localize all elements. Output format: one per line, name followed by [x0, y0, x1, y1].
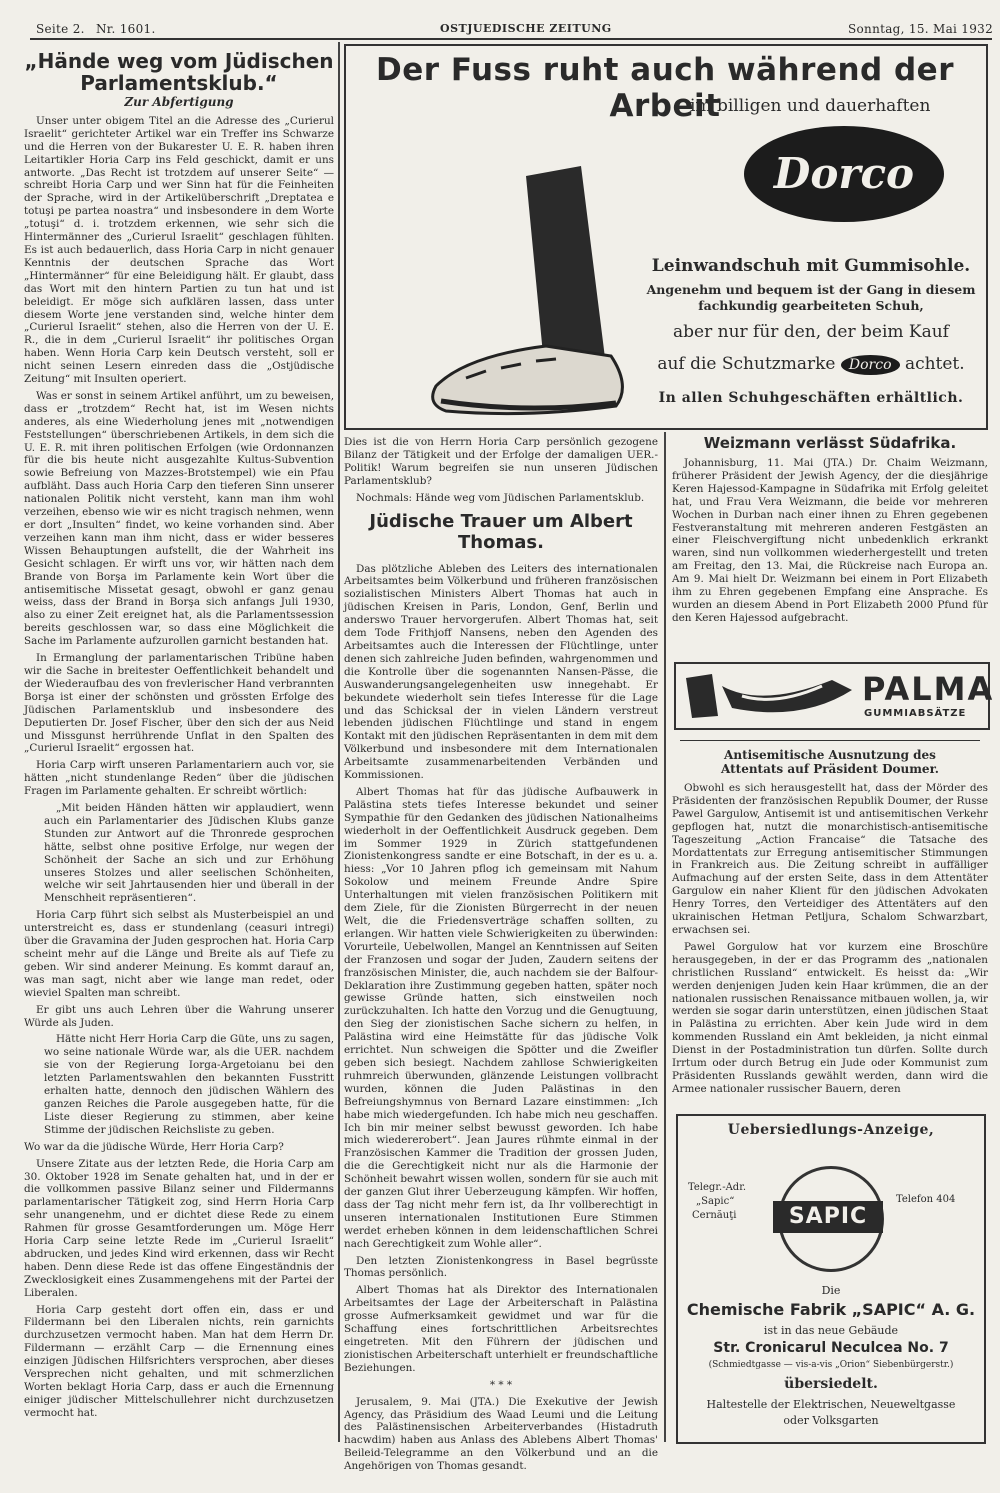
dorco-trademark-line — [646, 354, 976, 375]
palma-brand: PALMA — [862, 670, 995, 708]
article-paragraph: Er gibt uns auch Lehren über die Wahrung unserer Würde als Juden. — [24, 1003, 334, 1029]
dorco-footer: In allen Schuhgeschäften erhältlich. — [658, 390, 964, 406]
article-paragraph: Albert Thomas hat als Direktor des Internationalen Arbeitsamtes der Lage der Arbeiterschaft in Palästina grosse Aufmerksamkeit gewidmet und war für die Schaffung eines fortschrittlichen Arbeitsrechtes eingetreten. Mit den Führern der jüdischen und zionistischen Arbeiterschaft unterhielt er freundschaftliche Beziehungen. — [344, 1284, 658, 1374]
section-separator: * * * — [489, 1378, 513, 1391]
page-number: Seite 2. — [36, 22, 85, 36]
article-paragraph: Das plötzliche Ableben des Leiters des internationalen Arbeitsamtes beim Völkerbund und früheren französischen sozialistischen Ministers Albert Thomas hat auch in jüdischen Kreisen in Paris, London, Genf, Berlin und anderswo Trauer hervorgerufen. Albert Thomas hat, seit dem Tode Frithjoff Nansens, neben den Agenden des Arbeitsamtes auch die Interessen der Flüchtlinge, unter denen sich zahlreiche Juden befinden, wahrgenommen und die Kontrolle über die sogenannten Nansen-Pässe, die Auswanderungsangelegenheiten usw innegehabt. Er bekundete wiederholt sein tiefes Interesse für die Lage und das Schicksal der in vielen Ländern verstreut lebenden jüdischen Flüchtlinge und stand in engem Kontakt mit den jüdischen Repräsentanten in dem mit dem Völkerbund und insbesondere mit dem Internationalen Arbeitsamte zusammenarbeitenden Verbänden und Kommissionen. — [344, 562, 658, 782]
thomas-article-title: Jüdische Trauer um Albert Thomas. — [369, 510, 633, 553]
section-rule — [680, 740, 980, 741]
dorco-small-logo-text: Dorco — [848, 357, 892, 373]
issue-number: Nr. 1601. — [96, 22, 156, 36]
sapic-telegr-line2: „Sapic“ — [696, 1196, 735, 1207]
attentat-title-line2: Attentats auf Präsident Doumer. — [721, 762, 939, 776]
continuation-paragraph: Dies ist die von Herrn Horia Carp persönlich gezogene Bilanz der Tätigkeit und der Erfolge der damaligen UER.-Politik! Warum begreifen sie nun unseren Jüdischen Parlamentsklub? — [344, 436, 658, 487]
sapic-die: Die — [821, 1284, 841, 1297]
column-divider-right — [664, 432, 666, 1442]
article-paragraph: Albert Thomas hat für das jüdische Aufbauwerk in Palästina stets tiefes Interesse bekundet und seiner Sympathie für den Gedanken des jüdischen Nationalheims wiederholt in der Oeffentlichkeit Ausdruck gegeben. Dem im Sommer 1929 in Zürich stattgefundenen Zionistenkongress sandte er eine Botschaft, in der es u. a. hiess: „Vor 10 Jahren pflog ich gemeinsam mit Nahum Sokolow und meinem Freunde Andre Spire Unterhaltungen mit vielen französischen Politikern mit dem Ziele, für die Zionisten Bürgerrecht in der neuen Welt, die die Friedensverträge schaffen sollten, zu erlangen. Wir hatten viele Schwierigkeiten zu überwinden: Vorurteile, Uebelwollen, Mangel an Kenntnissen auf Seiten der Franzosen und sogar der Juden, Zaudern seitens der französischen Minister, die, auch nachdem sie der Balfour-Deklaration ihre Zustimmung gegeben hatten, später noch gewisse Gründe hatten, sich einstweilen noch zurückzuhalten. Ich hatte den Vorzug und die Genugtuung, den Sieg der zionistischen Sache sichern zu helfen, in Palästina wird eine Heimstätte für das jüdische Volk errichtet. Nun schweigen die Spötter und die Zweifler geben sich besiegt. Nachdem zahllose Schwierigkeiten ruhmreich überwunden, glänzende Leistungen vollbracht wurden, können die Juden Palästinas in den Befreiungshymnus von Bernard Lazare einstimmen: „Ich habe mich wiedergefunden. Ich habe mich neu geschaffen. Ich bin mir meiner selbst bewusst geworden. Ich habe mich wiedererobert“. Jean Jaures rühmte einmal in der Französischen Kammer die Tradition der grossen Juden, die die Gerechtigkeit nicht nur als die Harmonie der Schönheit bewahrt wissen wollen, sondern für sie auch mit der ganzen Glut ihrer Ueberzeugung kämpfen. Wir hoffen, dass der Tag nicht mehr fern ist, da Ihr vollberechtigt in unseren internationalen Institutionen Eure Stimmen werdet erheben können in dem leidenschaftlichen Schrei nach Gerechtigkeit zum Wohle aller“. — [344, 785, 658, 1250]
article-paragraph: Horia Carp gesteht dort offen ein, dass er und Fildermann bei den Liberalen nichts, rein garnichts durchzusetzen vermocht haben. Man hat dem Herrn Dr. Fildermann — erzählt Carp — die Ernennung eines einzigen Jüdischen Hilfsrichters versprochen, aber dieses Versprechen nicht gehalten, und mit schmerzlichen Worten beklagt Horia Carp, dass er auch die Ernennung einiger jüdischer Mittelschullehrer nicht durchzusetzen vermocht hat. — [24, 1303, 334, 1419]
article-paragraph: Unser unter obigem Titel an die Adresse des „Curierul Israelit“ gerichteter Artikel war ein Treffer ins Schwarze und die Herren von der Bukarester U. E. R. haben ihren Leitartikler Horia Carp ins Feld geschickt, damit er uns antworte. „Das Recht ist trotzdem auf unserer Seite“ — schreibt Horia Carp und wer Sinn hat für die Feinheiten der Sprache, wird in der Artikelüberschrift „Dreptatea e totuşi pe partea noastra“ und insbesondere in dem Worte „totuşi“ d. i. trotzdem erkennen, wie sehr sich die Hintermänner des „Curierul Israelit“ geschlagen fühlten. Es ist auch bedauerlich, dass Horia Carp in nicht genauer Kenntnis der deutschen Sprache das Wort „Hintermänner“ für eine Beleidigung hält. Er glaubt, dass das Wort mit den hintern Partien zu tun hat und ist beleidigt. Er möge sich aufklären lassen, dass unter diesem Worte jene verstanden sind, welche hinter dem „Curierul Israelit“ stehen, also die Herren von der U. E. R., die in dem „Curierul Israelit“ ihr politisches Organ haben. Wenn Horia Carp kein Deutsch versteht, soll er nicht seinen Lesern einreden dass die „Ostjüdische Zeitung“ mit Insulten operiert. — [24, 114, 334, 386]
sapic-logo — [778, 1166, 884, 1272]
sapic-telefon: Telefon 404 — [896, 1194, 956, 1205]
left-article — [24, 50, 334, 1450]
article-paragraph: Obwohl es sich herausgestellt hat, dass der Mörder des Präsidenten der französischen Republik Doumer, der Russe Pawel Gargulow, Antisemit ist und antisemitischen Verkehr gepflogen hat, nutzt die monarchistisch-antisemitische Tageszeitung „Action Francaise“ die Tatsache des Mordattentats zur Erregung antisemitischer Stimmungen in Frankreich aus. Die Zeitung schreibt in auffälliger Aufmachung auf der ersten Seite, dass in dem Attentäter Gargulow ein naher Klient für den jüdischen Advokaten Henry Torres, den Verteidiger des Attentäters auf den ukrainischen Hetman Petljura, Schalom Schwarzbart, erwachsen sei. — [672, 782, 988, 936]
middle-column — [344, 436, 658, 1473]
article-paragraph: Hätte nicht Herr Horia Carp die Güte, uns zu sagen, wo seine nationale Würde war, als die UER. nachdem sie von der Regierung Iorga-Argetoianu bei den letzten Parlamentswahlen den bekannten Fusstritt erhalten hatte, dennoch den jüdischen Wählern des ganzen Reiches die Parole ausgegeben hatte, für die Liste dieser Regierung zu stimmen, aber keine Stimme der jüdischen Reichsliste zu geben. — [44, 1033, 334, 1136]
sapic-logo-text: SAPIC — [788, 1204, 868, 1229]
article-paragraph: Pawel Gorgulow hat vor kurzem eine Broschüre herausgegeben, in der er das Programm des „nationalen christlichen Russland“ entwickelt. Es heisst da: „Wir werden denjenigen Juden kein Haar krümmen, die an der nationalen russischen Renaissance mitbauen wollen, ja, wir werden sie sogar darin unterstützen, einen jüdischen Staat in Palästina zu errichten. Aber kein Jude wird in dem kommenden Russland ein Amt bekleiden, ja nicht einmal Dienst in der Postadministration tun dürfen. Sollte durch Irrtum oder durch Betrug ein Jude oder Kommunist zum Präsidenten Russlands gewählt werden, dann wird die Armee nationaler russischer Bauern, deren — [672, 940, 988, 1095]
jerusalem-paragraph: Jerusalem, 9. Mai (JTA.) Die Exekutive der Jewish Agency, das Präsidium des Waad Leumi und die Leitung des Palästinensischen Arbeiterverbandes (Histadruth hacwdim) haben aus Anlass des Ablebens Albert Thomas' Beileid-Telegramme an den Völkerbund und an die Angehörigen von Thomas gesandt. — [344, 1395, 658, 1473]
attentat-article — [672, 748, 988, 1108]
weizmann-text: Johannisburg, 11. Mai (JTA.) Dr. Chaim Weizmann, früherer Präsident der Jewish Agency, der die diesjährige Keren Hajessod-Kampagne in Südafrika mit Erfolg geleitet hat, und Frau Vera Weizmann, die beide vor mehreren Wochen in Durban nach einer ihnen zu Ehren gegebenen Festveranstaltung mit mehreren anderen Festgästen an einer Fleischvergiftung nicht unbedenklich erkrankt waren, sind nun vollkommen wiederhergestellt und treten am Freitag, den 13. Mai, die Rückreise nach Europa an. Am 9. Mai hielt Dr. Weizmann bei einem in Port Elizabeth ihm zu Ehren gegebenen Empfang eine Ansprache. Es wurden an diesem Abend in Port Elizabeth 2000 Pfund für den Keren Hajessod aufgebracht. — [672, 457, 988, 624]
dorco-logo-text: Dorco — [773, 149, 915, 198]
newspaper-name: OSTJUEDISCHE ZEITUNG — [440, 22, 612, 35]
sapic-stop2: oder Volksgarten — [783, 1414, 879, 1427]
sapic-stop1: Haltestelle der Elektrischen, Neueweltgasse — [706, 1398, 956, 1411]
attentat-title-line1: Antisemitische Ausnutzung des — [724, 748, 936, 762]
dorco-desc1: Angenehm und bequem ist der Gang in diesem — [646, 282, 976, 297]
article-paragraph: In Ermanglung der parlamentarischen Tribüne haben wir die Sache in breitester Oeffentlichkeit behandelt und der Wiederaufbau des von frevlerischer Hand verbrannten Borşa ist einer der schönsten und grössten Erfolge des Jüdischen Parlamentsklub und insbesondere des Deputierten Dr. Josef Fischer, über den sich der aus Neid und Missgunst herrührende Unflat in den Spalten des „Curierul Israelit“ ergossen hat. — [24, 652, 334, 755]
article-quote: „Mit beiden Händen hätten wir applaudiert, wenn auch ein Parlamentarier des Jüdischen Klubs ganze Stunden zur Antwort auf die Thronrede gesprochen hätte, selbst ohne positive Erfolge, nur wegen der Schönheit der Sache an sich und zur Erhöhung unseres Stolzes und aller seelischen Schönheiten, welche wir seit Jahrtausenden hier und überall in der Menschheit repräsentieren“. — [44, 802, 334, 905]
dorco-line2: im billigen und dauerhaften — [690, 96, 931, 116]
palma-illustration — [682, 668, 862, 724]
sapic-logo-band — [773, 1201, 883, 1233]
palma-advertisement — [674, 662, 995, 730]
article-paragraph: Unsere Zitate aus der letzten Rede, die Horia Carp am 30. Oktober 1928 im Senate gehalten hat, und in der er die vollkommen passive Bilanz seiner und Fildermanns parlamentarischer Tätigkeit zog, sind Herrn Horia Carp sehr unangenehm, und er dichtet diese Rede zu einem Rahmen für grosse Gesamtforderungen um. Möge Herr Horia Carp seine letzte Rede im „Curierul Israelit“ abdrucken, und jedes Kind wird erkennen, dass wir Recht haben. Denn diese Rede ist das offene Eingeständnis der Zwecklosigkeit eines Zusammengehens mit der Partei der Liberalen. — [24, 1157, 334, 1299]
weizmann-article — [672, 434, 988, 649]
left-article-subtitle: Zur Abfertigung — [124, 95, 234, 109]
dorco-desc2: fachkundig gearbeiteten Schuh, — [698, 298, 924, 313]
article-paragraph: Horia Carp führt sich selbst als Musterbeispiel an und unterstreicht es, dass er stundenlang (ceasuri intregi) über die Gravamina der Juden gesprochen hat. Horia Carp scheint mehr auf die Länge und Breite als auf Tiefe zu geben. Wir sind anderer Meinung. Es kommt darauf an, was man sagt, nicht aber wie lange man redet, oder wieviel Spalten man schreibt. — [24, 909, 335, 999]
sapic-street-note: (Schmiedtgasse — vis-a-vis „Orion“ Siebenbürgerstr.) — [708, 1360, 954, 1370]
sapic-moved1: ist in das neue Gebäude — [763, 1324, 899, 1337]
dorco-small-logo — [841, 355, 900, 375]
dorco-headline: Der Fuss ruht auch während der Arbeit — [376, 52, 954, 124]
article-paragraph: Wo war da die jüdische Würde, Herr Horia Carp? — [24, 1140, 284, 1153]
dorco-logo — [744, 126, 944, 222]
issue-date: Sonntag, 15. Mai 1932 — [848, 22, 994, 36]
palma-sub: GUMMIABSÄTZE — [864, 708, 967, 719]
left-article-title: „Hände weg vom Jüdischen Parlamentsklub.“ — [24, 49, 334, 95]
sapic-telegr-line3: Cernăuţi — [692, 1210, 737, 1221]
weizmann-title: Weizmann verlässt Südafrika. — [703, 434, 957, 452]
sapic-title: Uebersiedlungs-Anzeige, — [727, 1122, 935, 1138]
article-paragraph: Den letzten Zionistenkongress in Basel begrüsste Thomas persönlich. — [344, 1254, 658, 1280]
dorco-advertisement — [344, 44, 988, 430]
article-paragraph: Horia Carp wirft unseren Parlamentariern auch vor, sie hätten „nicht stundenlange Reden“ über die jüdischen Fragen im Parlamente gehalten. Er schreibt wörtlich: — [24, 759, 334, 798]
sapic-telegr-line1: Telegr.-Adr. — [688, 1182, 747, 1193]
dorco-product: Leinwandschuh mit Gummisohle. — [651, 256, 971, 276]
sapic-street: Str. Cronicarul Neculcea No. 7 — [713, 1340, 949, 1356]
sapic-company: Chemische Fabrik „SAPIC“ A. G. — [686, 1300, 976, 1319]
sapic-moved2: übersiedelt. — [784, 1376, 878, 1392]
shoe-illustration — [406, 156, 676, 426]
continuation-paragraph: Nochmals: Hände weg vom Jüdischen Parlamentsklub. — [356, 491, 645, 504]
article-paragraph: Was er sonst in seinem Artikel anführt, um zu beweisen, dass er „trotzdem“ Recht hat, ist im Wesen nichts anderes, als eine Wiederholung jenes mit „notwendigen Feststellungen“ überschriebenen Artikels, in dem sich die U. E. R. mit ihren politischen Erfolgen (wie Ordonnanzen für die bis heute nicht ausgezahlte Kultus-Subvention sowie Befreiung von Mazzes-Brotstempel) wie ein Pfau aufbläht. Dass auch Horia Carp den tieferen Sinn unserer nationalen Politik nicht versteht, kann man ihm wohl verzeihen, ebenso wie wir es nicht tragisch nehmen, wenn er dort „Insulten“ findet, wo keine vorhanden sind. Aber verzeihen kann man ihm nicht, dass er wider besseres Wissen Behauptungen aufstellt, die der Wahrheit ins Gesicht schlagen. Er wirft uns vor, wir hätten nach dem Brande von Borşa im Parlamente kein Wort über die antisemitische Missetat gesagt, obwohl er ganz genau weiss, dass der Brand in Borşa sich anfangs Juli 1930, also zu einer Zeit ereignet hat, als die Parlamentssession bereits geschlossen war, so dass eine Möglichkeit die Sache im Parlamente aufzurollen garnicht bestanden hat. — [24, 389, 334, 648]
dorco-line4b: achtet. — [904, 354, 965, 374]
column-divider-left — [338, 42, 340, 1442]
sapic-advertisement — [676, 1114, 986, 1444]
dorco-line3: aber nur für den, der beim Kauf — [673, 322, 949, 342]
header-rule — [30, 38, 992, 40]
dorco-line4a: auf die Schutzmarke — [657, 354, 836, 374]
